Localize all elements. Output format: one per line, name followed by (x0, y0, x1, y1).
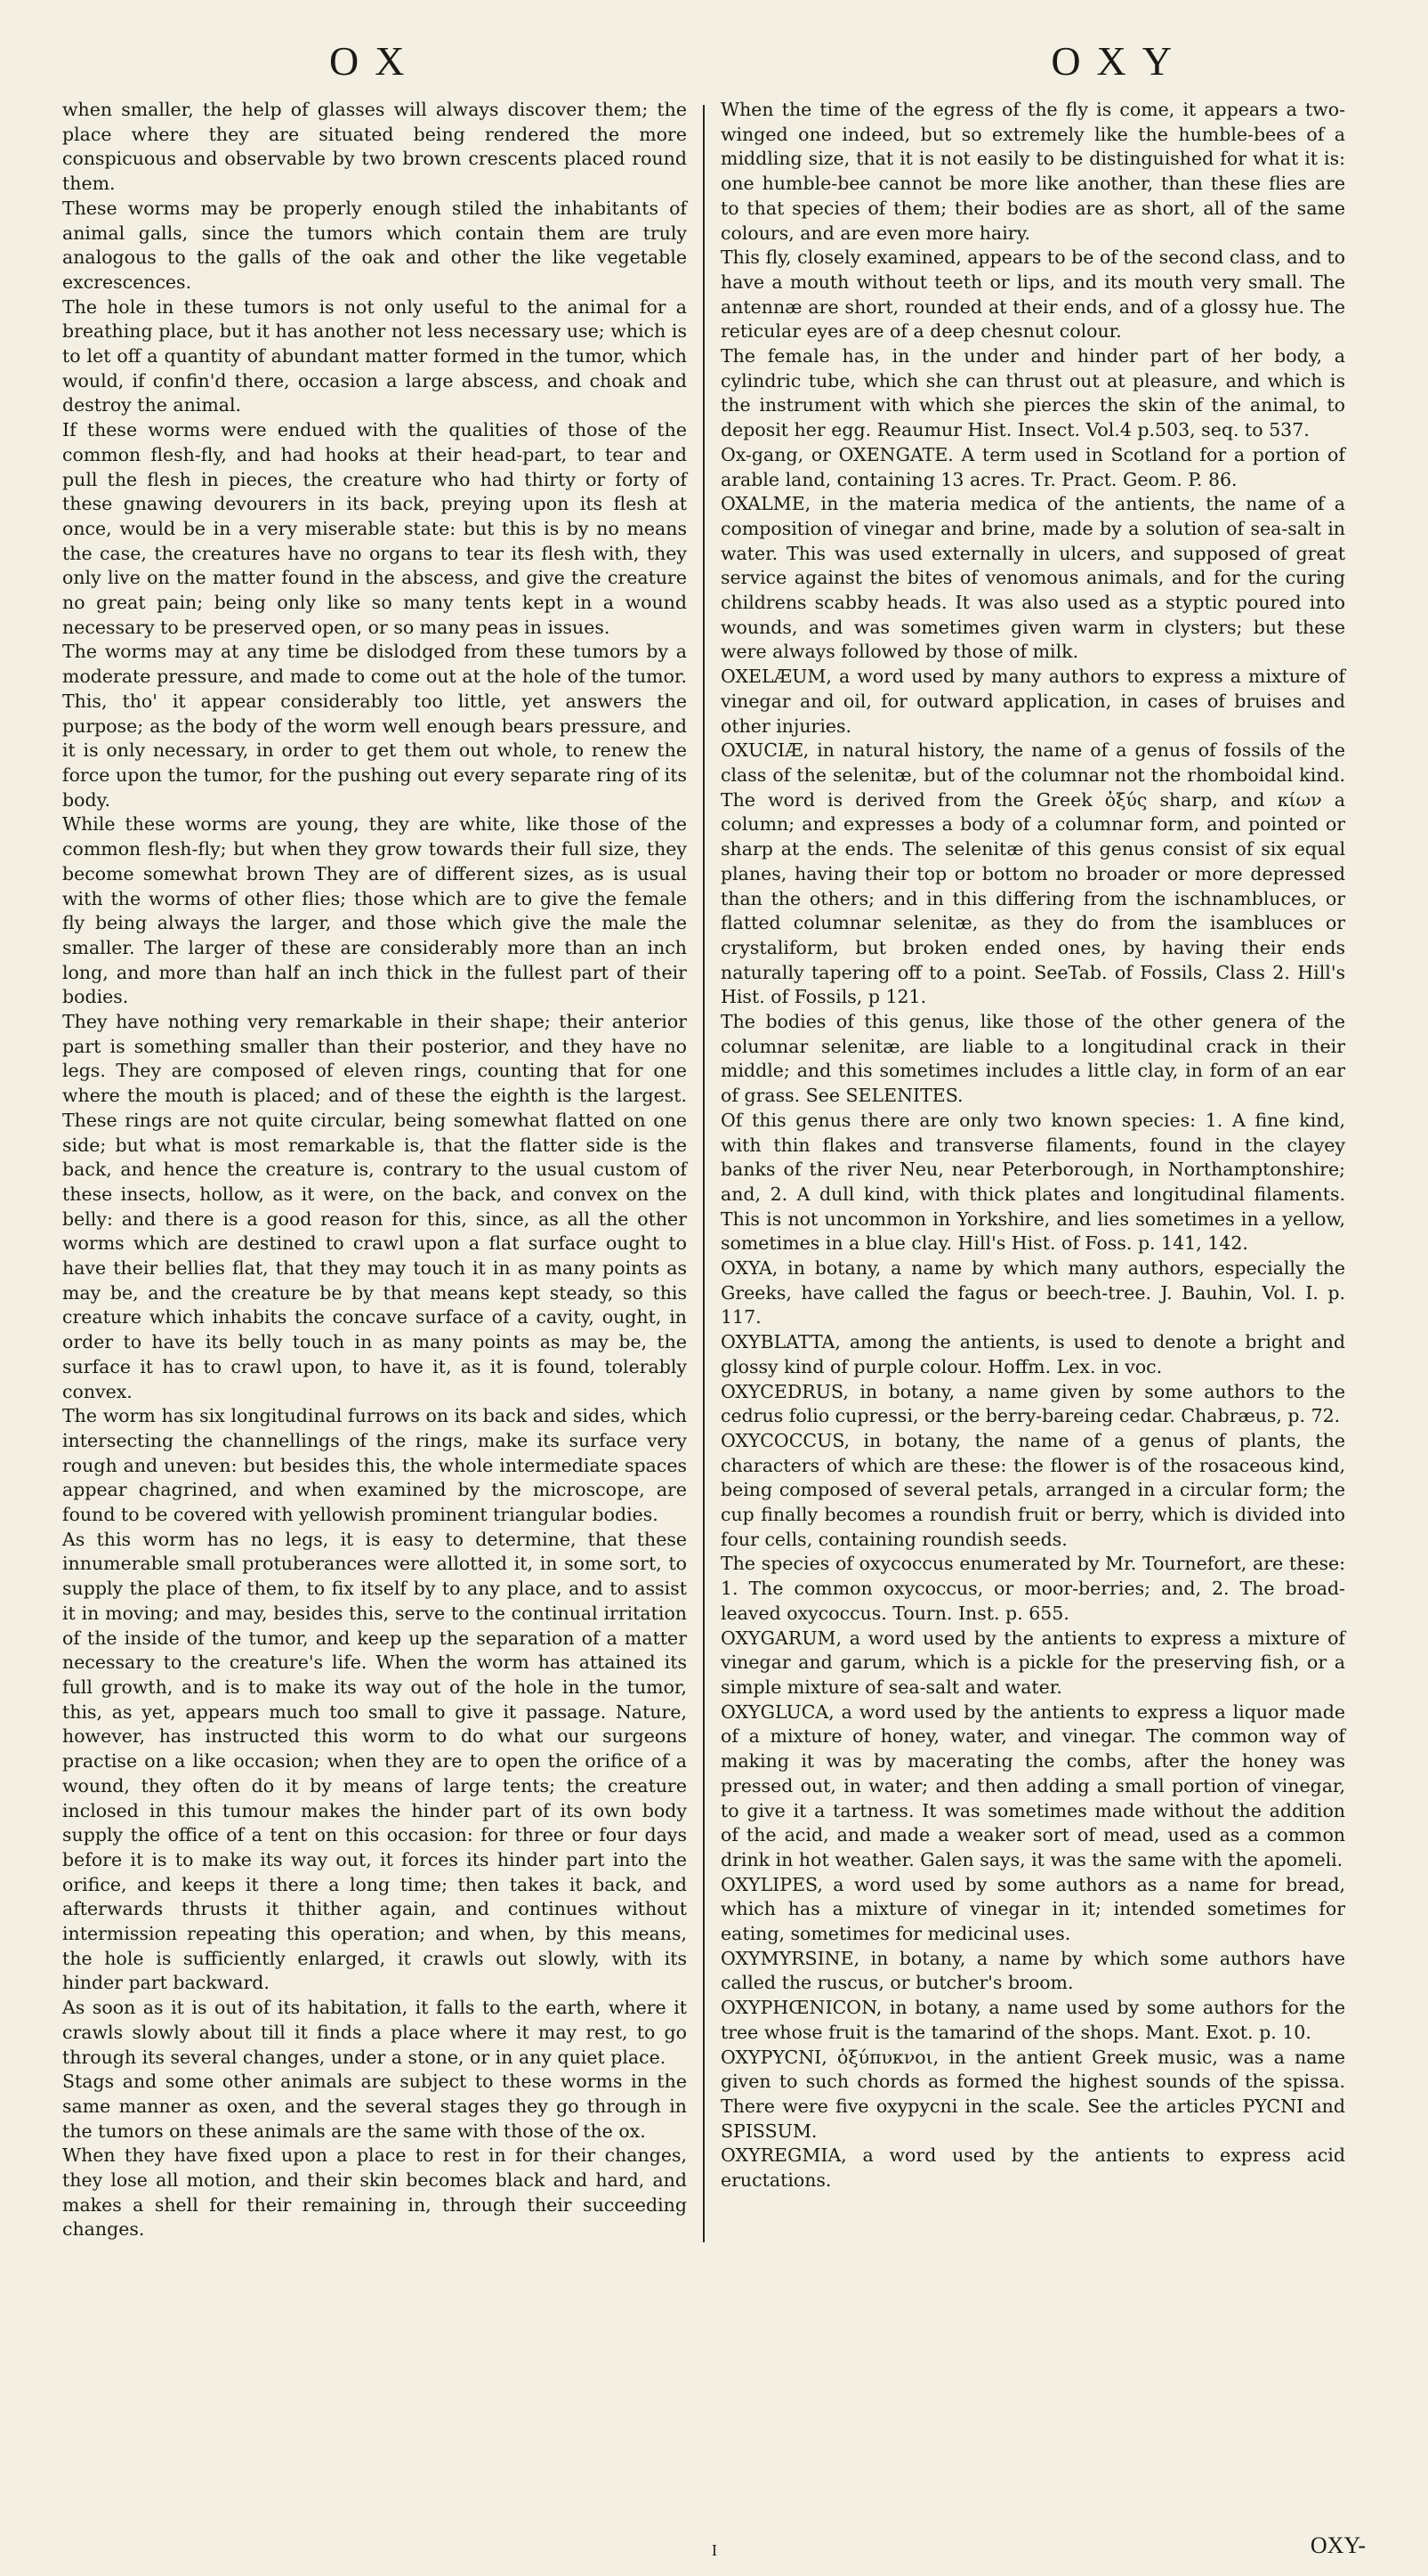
paragraph: Ox-gang, or OXENGATE. A term used in Scotland for a portion of arable land, containing 13 acres. Tr. Pract. Geom. P. 86. (721, 443, 1345, 490)
paragraph: OXYBLATTA, among the antients, is used to denote a bright and glossy kind of purple colour. Hoffm. Lex. in voc. (721, 1331, 1345, 1377)
paragraph: As this worm has no legs, it is easy to determine, that these innumerable small protuberances were allotted it, in some sort, to supply the place of them, to fix itself by to any place, and to assist it in moving; and may, besides this, serve to the continual irritation of the inside of the tumor, and keep up the separation of a matter necessary to the creature's life. When the worm has attained its full growth, and is to make its way out of the hole in the tumor, this, as yet, appears much too small to give it passage. Nature, however, has instructed this worm to do what our surgeons practise on a like occasion; when they are to open the orifice of a wound, they often do it by means of large tents; the creature inclosed in this tumour makes the hinder part of its own body supply the office of a tent on this occasion: for three or four days before it is to make its way out, it forces its hinder part into the orifice, and keeps it there a long time; then takes it back, and afterwards thrusts it thither again, and continues without intermission repeating this operation; and when, by this means, the hole is sufficiently enlarged, it crawls out slowly, with its hinder part backward. (62, 1528, 687, 1994)
running-head-left: OX (329, 38, 421, 84)
paragraph: OXYPHŒNICON, in botany, a name used by some authors for the tree whose fruit is the tamarind of the shops. Mant. Exot. p. 10. (721, 1997, 1345, 2043)
paragraph: OXYGARUM, a word used by the antients to express a mixture of vinegar and garum, which is a pickle for the preserving fish, or a simple mixture of sea-salt and water. (721, 1627, 1345, 1698)
running-head (62, 25, 1366, 98)
paragraph: OXYMYRSINE, in botany, a name by which some authors have called the ruscus, or butcher's broom. (721, 1947, 1345, 1994)
paragraph: OXYPYCNI, ὀξύπυκνοι, in the antient Greek music, was a name given to such chords as formed the highest sounds of the spissa. There were five oxypycni in the scale. See the articles PYCNI and SPISSUM. (721, 2046, 1345, 2142)
paragraph: When the time of the egress of the fly is come, it appears a two-winged one indeed, but so extremely like the humble-bees of a middling size, that it is not easily to be distinguished for what it is: one humble-bee cannot be more like another, than these flies are to that species of them; their bodies are as short, all of the same colours, and are even more hairy. (721, 99, 1345, 244)
right-column (705, 98, 1345, 2242)
paragraph: OXYCEDRUS, in botany, a name given by some authors to the cedrus folio cupressi, or the berry-bareing cedar. Chabræus, p. 72. (721, 1380, 1345, 1427)
paragraph: OXYGLUCA, a word used by the antients to express a liquor made of a mixture of honey, water, and vinegar. The common way of making it was by macerating the combs, after the honey was pressed out, in water; and then adding a small portion of vinegar, to give it a tartness. It was sometimes made without the addition of the acid, and made a weaker sort of mead, used as a common drink in hot weather. Galen says, it was the same with the apomeli. (721, 1700, 1345, 1870)
paragraph: When they have fixed upon a place to rest in for their changes, they lose all motion, and their skin becomes black and hard, and makes a shell for their remaining in, through their succeeding changes. (62, 2144, 687, 2241)
signature-mark: I (712, 2541, 717, 2559)
left-column (62, 98, 703, 2242)
paragraph: OXALME, in the materia medica of the antients, the name of a composition of vinegar and brine, made by a solution of sea-salt in water. This was used externally in ulcers, and supposed of great service against the bites of venomous animals, and for the curing childrens scabby heads. It was also used as a styptic poured into wounds, and was sometimes given warm in clysters; but these were always followed by those of milk. (721, 493, 1345, 663)
paragraph: The worm has six longitudinal furrows on its back and sides, which intersecting the channellings of the rings, make its surface very rough and uneven: but besides this, the whole intermediate spaces appear chagrined, and when examined by the microscope, are found to be covered with yellowish prominent triangular bodies. (62, 1405, 687, 1526)
paragraph: These worms may be properly enough stiled the inhabitants of animal galls, since the tumors which contain them are truly analogous to the galls of the oak and other the like vegetable excrescences. (62, 197, 687, 293)
paragraph: The species of oxycoccus enumerated by Mr. Tournefort, are these: 1. The common oxycoccus, or moor-berries; and, 2. The broad-leaved oxycoccus. Tourn. Inst. p. 655. (721, 1553, 1345, 1624)
paragraph: OXYA, in botany, a name by which many authors, especially the Greeks, have called the fagus or beech-tree. J. Bauhin, Vol. I. p. 117. (721, 1257, 1345, 1328)
running-head-right: OXY (1051, 38, 1188, 84)
catchword: OXY- (1310, 2532, 1366, 2558)
paragraph: when smaller, the help of glasses will always discover them; the place where they are situated being rendered the more conspicuous and observable by two brown crescents placed round them. (62, 99, 687, 195)
paragraph: If these worms were endued with the qualities of those of the common flesh-fly, and had hooks at their head-part, to tear and pull the flesh in pieces, the creature who had thirty or forty of these gnawing devourers in its back, preying upon its flesh at once, would be in a very miserable state: but this is by no means the case, the creatures have no organs to tear its flesh with, they only live on the matter found in the abscess, and give the creature no great pain; being only like so many tents kept in a wound necessary to be preserved open, or so many peas in issues. (62, 419, 687, 638)
paragraph: Stags and some other animals are subject to these worms in the same manner as oxen, and the several stages they go through in the tumors on these animals are the same with those of the ox. (62, 2071, 687, 2142)
paragraph: The bodies of this genus, like those of the other genera of the columnar selenitæ, are liable to a longitudinal crack in their middle; and this sometimes includes a little clay, in form of an ear of grass. See SELENITES. (721, 1011, 1345, 1107)
paragraph: The hole in these tumors is not only useful to the animal for a breathing place, but it has another not less necessary use; which is to let off a quantity of abundant matter formed in the tumor, which would, if confin'd there, occasion a large abscess, and choak and destroy the animal. (62, 295, 687, 416)
paragraph: OXUCIÆ, in natural history, the name of a genus of fossils of the class of the selenitæ, but of the columnar not the rhomboidal kind. The word is derived from the Greek ὀξύς sharp, and κίων a column; and expresses a body of a columnar form, and pointed or sharp at the ends. The selenitæ of this genus consist of six equal planes, having their top or bottom no broader or more depressed than the others; and in this differing from the ischnambluces, or flatted columnar selenitæ, as they do from the isambluces or crystaliform, but broken ended ones, by having their ends naturally tapering off to a point. SeeTab. of Fossils, Class 2. Hill's Hist. of Fossils, p 121. (721, 739, 1345, 1008)
paragraph: OXYLIPES, a word used by some authors as a name for bread, which has a mixture of vinegar in it; intended sometimes for eating, sometimes for medicinal uses. (721, 1873, 1345, 1945)
paragraph: While these worms are young, they are white, like those of the common flesh-fly; but when they grow towards their full size, they become somewhat brown They are of different sizes, as is usual with the worms of other flies; those which are to give the female fly being always the larger, and those which give the male the smaller. The larger of these are considerably more than an inch long, and more than half an inch thick in the fullest part of their bodies. (62, 813, 687, 1008)
paragraph: As soon as it is out of its habitation, it falls to the earth, where it crawls slowly about till it finds a place where it may rest, to go through its several changes, under a stone, or in any quiet place. (62, 1997, 687, 2068)
paragraph: OXYCOCCUS, in botany, the name of a genus of plants, the characters of which are these: the flower is of the rosaceous kind, being composed of several petals, arranged in a circular form; the cup finally becomes a roundish fruit or berry, which is divided into four cells, containing roundish seeds. (721, 1429, 1345, 1550)
paragraph: OXYREGMIA, a word used by the antients to express acid eructations. (721, 2144, 1345, 2192)
paragraph: The worms may at any time be dislodged from these tumors by a moderate pressure, and made to come out at the hole of the tumor. This, tho' it appear considerably too little, yet answers the purpose; as the body of the worm well enough bears pressure, and it is only necessary, in order to get them out whole, to renew the force upon the tumor, for the pushing out every separate ring of its body. (62, 641, 687, 811)
text-columns (62, 98, 1366, 2242)
paragraph: Of this genus there are only two known species: 1. A fine kind, with thin flakes and transverse filaments, found in the clayey banks of the river Neu, near Peterborough, in Northamptonshire; and, 2. A dull kind, with thick plates and longitudinal filaments. This is not uncommon in Yorkshire, and lies sometimes in a yellow, sometimes in a blue clay. Hill's Hist. of Foss. p. 141, 142. (721, 1109, 1345, 1255)
paragraph: The female has, in the under and hinder part of her body, a cylindric tube, which she can thrust out at pleasure, and which is the instrument with which she pierces the skin of the animal, to deposit her egg. Reaumur Hist. Insect. Vol.4 p.503, seq. to 537. (721, 345, 1345, 441)
paragraph: They have nothing very remarkable in their shape; their anterior part is something smaller than their posterior, and they have no legs. They are composed of eleven rings, counting that for one where the mouth is placed; and of these the eighth is the largest. These rings are not quite circular, being somewhat flatted on one side; but what is most remarkable is, that the flatter side is the back, and hence the creature is, contrary to the usual custom of these insects, hollow, as it were, on the back, and convex on the belly: and there is a good reason for this, since, as all the other worms which are destined to crawl upon a flat surface ought to have their bellies flat, that they may touch it in as many points as may be, and the creature be by that means kept steady, so this creature which inhabits the concave surface of a cavity, ought, in order to have its belly touch in as many points as may be, the surface it has to crawl upon, to have it, as it is found, tolerably convex. (62, 1011, 687, 1402)
paragraph: OXELÆUM, a word used by many authors to express a mixture of vinegar and oil, for outward application, in cases of bruises and other injuries. (721, 666, 1345, 737)
paragraph: This fly, closely examined, appears to be of the second class, and to have a mouth without teeth or lips, and its mouth very small. The antennæ are short, rounded at their ends, and of a glossy hue. The reticular eyes are of a deep chesnut colour. (721, 246, 1345, 343)
